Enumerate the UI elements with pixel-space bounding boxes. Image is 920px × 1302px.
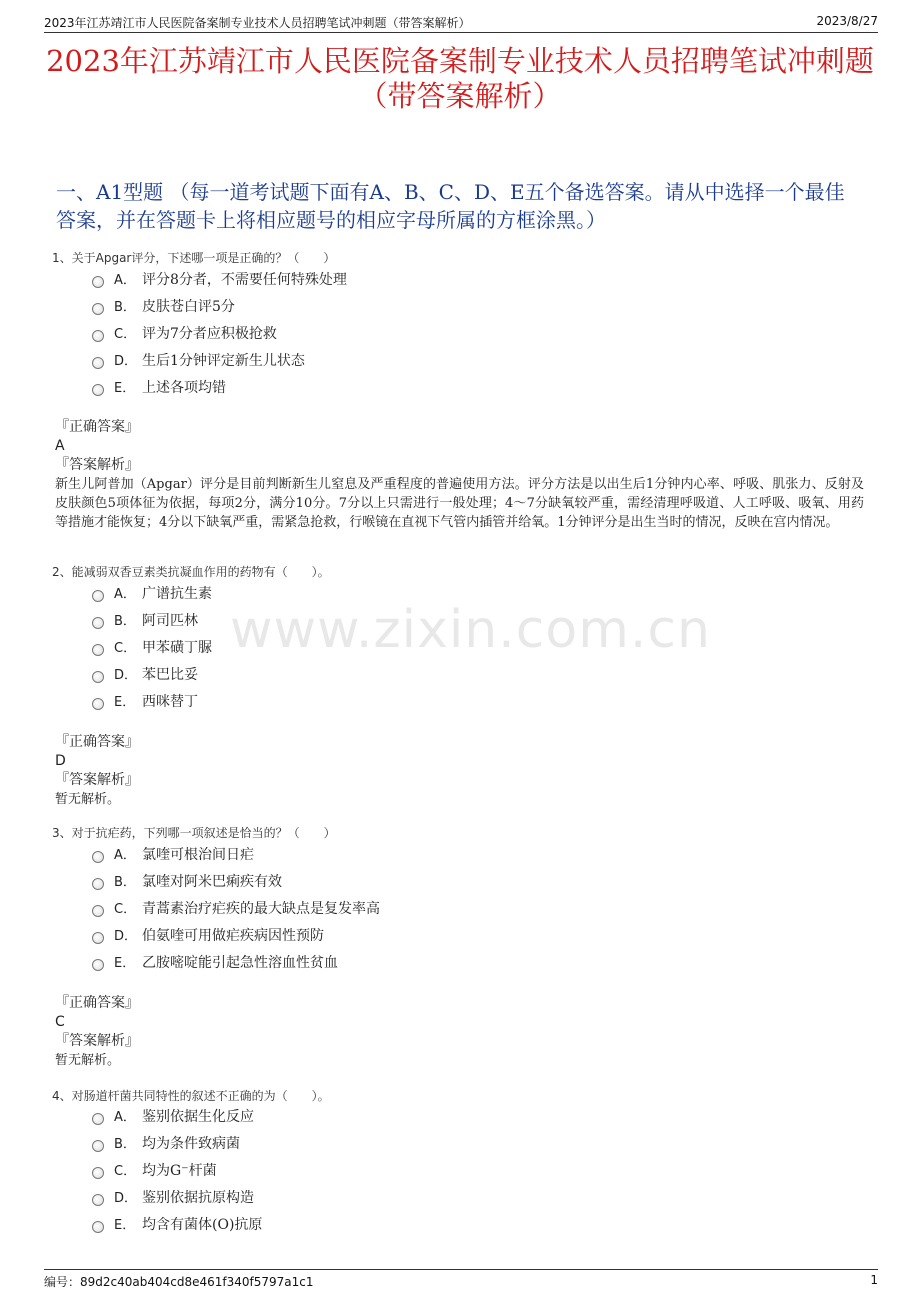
answer-label: 『正确答案』 xyxy=(55,419,139,435)
header-title: 2023年江苏靖江市人民医院备案制专业技术人员招聘笔试冲刺题（带答案解析） xyxy=(44,16,471,30)
option-a[interactable]: A． 评分8分者，不需要任何特殊处理 xyxy=(92,265,347,292)
watermark: www.zixin.com.cn xyxy=(230,600,711,660)
question-stem-2: 2、能减弱双香豆素类抗凝血作用的药物有（ ）。 xyxy=(52,565,330,579)
option-b[interactable]: B． 氯喹对阿米巴痢疾有效 xyxy=(92,867,380,894)
explanation-label: 『答案解析』 xyxy=(55,772,139,788)
option-b[interactable]: B． 皮肤苍白评5分 xyxy=(92,292,347,319)
answer-value: D xyxy=(55,753,66,769)
radio-icon[interactable] xyxy=(92,1194,104,1206)
option-d[interactable]: D． 鉴别依据抗原构造 xyxy=(92,1183,262,1210)
answer-label: 『正确答案』 xyxy=(55,995,139,1011)
option-e[interactable]: E． 均含有菌体(O)抗原 xyxy=(92,1210,262,1237)
radio-icon[interactable] xyxy=(92,905,104,917)
radio-icon[interactable] xyxy=(92,357,104,369)
options-list-3 xyxy=(92,840,380,975)
option-d[interactable]: D． 伯氨喹可用做疟疾病因性预防 xyxy=(92,921,380,948)
document-id: 编号：89d2c40ab404cd8e461f340f5797a1c1 xyxy=(44,1275,314,1289)
option-e[interactable]: E． 上述各项均错 xyxy=(92,373,347,400)
question-stem-4: 4、对肠道杆菌共同特性的叙述不正确的为（ ）。 xyxy=(52,1089,330,1103)
option-c[interactable]: C． 青蒿素治疗疟疾的最大缺点是复发率高 xyxy=(92,894,380,921)
option-a[interactable]: A． 广谱抗生素 xyxy=(92,579,212,606)
option-b[interactable]: B． 阿司匹林 xyxy=(92,606,212,633)
question-stem-1: 1、关于Apgar评分，下述哪一项是正确的？（ ） xyxy=(52,251,336,265)
option-d[interactable]: D． 生后1分钟评定新生儿状态 xyxy=(92,346,347,373)
radio-icon[interactable] xyxy=(92,384,104,396)
explanation-text: 暂无解析。 xyxy=(55,1053,121,1068)
answer-block-3 xyxy=(55,994,864,1070)
radio-icon[interactable] xyxy=(92,1113,104,1125)
radio-icon[interactable] xyxy=(92,851,104,863)
radio-icon[interactable] xyxy=(92,1140,104,1152)
option-c[interactable]: C． 评为7分者应积极抢救 xyxy=(92,319,347,346)
header-date: 2023/8/27 xyxy=(816,14,878,28)
option-b[interactable]: B． 均为条件致病菌 xyxy=(92,1129,262,1156)
radio-icon[interactable] xyxy=(92,698,104,710)
page-header xyxy=(44,12,878,33)
radio-icon[interactable] xyxy=(92,276,104,288)
page-number: 1 xyxy=(870,1273,878,1287)
radio-icon[interactable] xyxy=(92,878,104,890)
answer-value: C xyxy=(55,1014,65,1030)
explanation-text: 暂无解析。 xyxy=(55,792,121,807)
radio-icon[interactable] xyxy=(92,959,104,971)
options-list-1 xyxy=(92,265,347,400)
radio-icon[interactable] xyxy=(92,303,104,315)
explanation-label: 『答案解析』 xyxy=(55,457,139,473)
radio-icon[interactable] xyxy=(92,330,104,342)
option-a[interactable]: A． 氯喹可根治间日疟 xyxy=(92,840,380,867)
options-list-2 xyxy=(92,579,212,714)
radio-icon[interactable] xyxy=(92,1167,104,1179)
explanation-text: 新生儿阿普加（Apgar）评分是目前判断新生儿窒息及严重程度的普遍使用方法。评分方法是以出生后1分钟内心率、呼吸、肌张力、反射及皮肤颜色5项体征为依据，每项2分，满分10分。7分以上只需进行一般处理；4～7分缺氧较严重，需经清理呼吸道、人工呼吸、吸氧、用药等措施才能恢复；4分以下缺氧严重，需紧急抢救，行喉镜在直视下气管内插管并给氧。1分钟评分是出生当时的情况，反映在宫内情况。 xyxy=(55,477,864,530)
answer-block-1 xyxy=(55,418,864,532)
radio-icon[interactable] xyxy=(92,617,104,629)
option-c[interactable]: C． 甲苯磺丁脲 xyxy=(92,633,212,660)
radio-icon[interactable] xyxy=(92,671,104,683)
question-stem-3: 3、对于抗疟药，下列哪一项叙述是恰当的？（ ） xyxy=(52,826,336,840)
option-e[interactable]: E． 西咪替丁 xyxy=(92,687,212,714)
radio-icon[interactable] xyxy=(92,1221,104,1233)
radio-icon[interactable] xyxy=(92,590,104,602)
answer-value: A xyxy=(55,438,65,454)
radio-icon[interactable] xyxy=(92,932,104,944)
answer-block-2 xyxy=(55,733,864,809)
section-heading: 一、A1型题 （每一道考试题下面有A、B、C、D、E五个备选答案。请从中选择一个最佳答案，并在答题卡上将相应题号的相应字母所属的方框涂黑。） xyxy=(56,180,845,232)
document-title: 2023年江苏靖江市人民医院备案制专业技术人员招聘笔试冲刺题（带答案解析） xyxy=(46,44,874,113)
radio-icon[interactable] xyxy=(92,644,104,656)
option-a[interactable]: A． 鉴别依据生化反应 xyxy=(92,1102,262,1129)
option-d[interactable]: D． 苯巴比妥 xyxy=(92,660,212,687)
option-e[interactable]: E． 乙胺嘧啶能引起急性溶血性贫血 xyxy=(92,948,380,975)
answer-label: 『正确答案』 xyxy=(55,734,139,750)
explanation-label: 『答案解析』 xyxy=(55,1033,139,1049)
option-c[interactable]: C． 均为G⁻杆菌 xyxy=(92,1156,262,1183)
options-list-4 xyxy=(92,1102,262,1237)
page-footer xyxy=(44,1269,878,1290)
